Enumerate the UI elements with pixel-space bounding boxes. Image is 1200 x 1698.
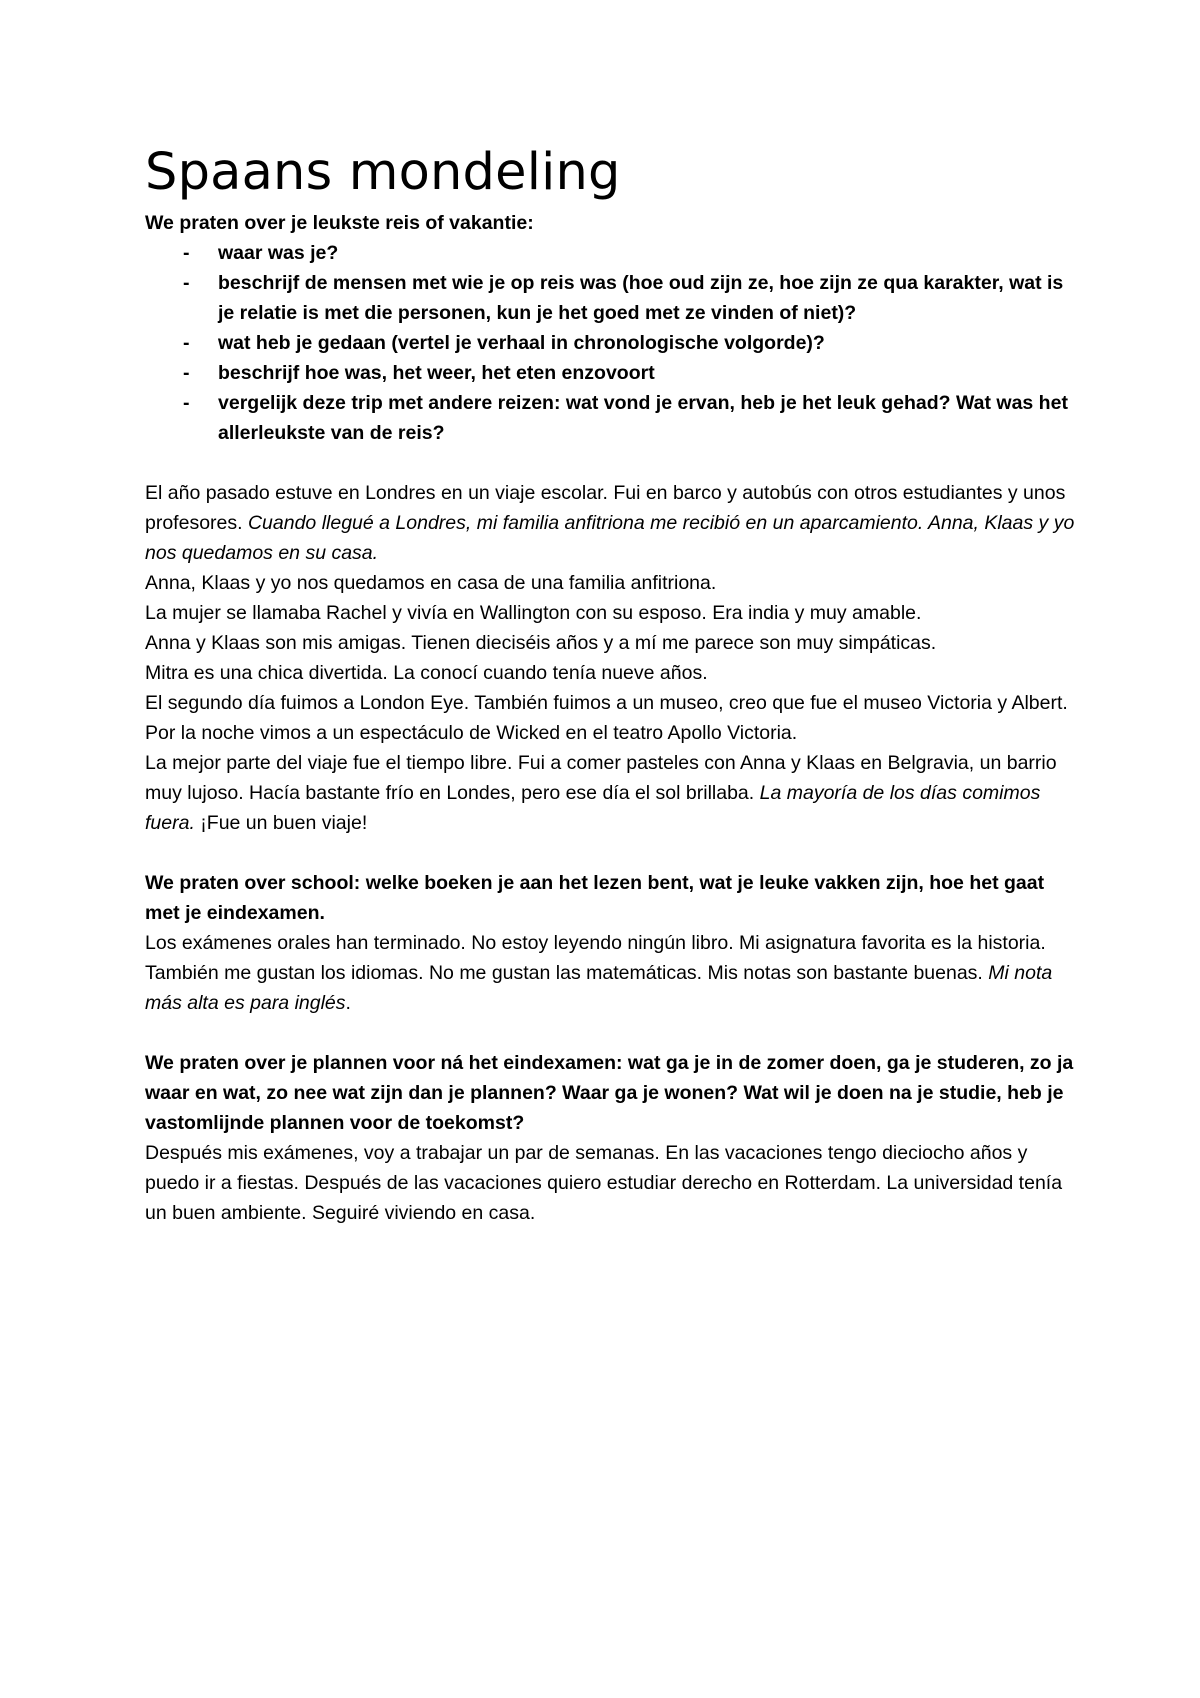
- answer-paragraph: La mujer se llamaba Rachel y vivía en Wallington con su esposo. Era india y muy amable.: [145, 602, 922, 624]
- dash-marker: -: [183, 272, 190, 294]
- answer-paragraph: Anna, Klaas y yo nos quedamos en casa de una familia anfitriona.: [145, 572, 717, 594]
- list-item: - wat heb je gedaan (vertel je verhaal in chronologische volgorde)?: [145, 328, 1075, 358]
- answer-paragraph: Los exámenes orales han terminado. No estoy leyendo ningún libro. Mi asignatura favorita es la historia. También me gustan los idiomas. No me gustan las matemáticas. Mis notas son bastante buenas. Mi nota más alta es para inglés.: [145, 932, 1053, 1014]
- question-list: [145, 238, 1075, 448]
- list-item: - beschrijf hoe was, het weer, het eten enzovoort: [145, 358, 1075, 388]
- dash-marker: -: [183, 362, 190, 384]
- spacer: [145, 448, 1075, 478]
- answer-paragraph: Mitra es una chica divertida. La conocí cuando tenía nueve años.: [145, 662, 708, 684]
- dash-marker: -: [183, 332, 190, 354]
- question-plans: We praten over je plannen voor ná het eindexamen: wat ga je in de zomer doen, ga je studeren, zo ja waar en wat, zo nee wat zijn dan je plannen? Waar ga je wonen? Wat wil je doen na je studie, heb je vastomlijnde plannen voor de toekomst?: [145, 1052, 1074, 1134]
- spacer: [145, 1018, 1075, 1048]
- dash-marker: -: [183, 392, 190, 414]
- answer-paragraph: El segundo día fuimos a London Eye. También fuimos a un museo, creo que fue el museo Victoria y Albert. Por la noche vimos a un espectáculo de Wicked en el teatro Apollo Victoria.: [145, 692, 1068, 744]
- question-travel: We praten over je leukste reis of vakantie:: [145, 212, 534, 234]
- list-item: - beschrijf de mensen met wie je op reis was (hoe oud zijn ze, hoe zijn ze qua karakter, wat is je relatie is met die personen, kun je het goed met ze vinden of niet)?: [145, 268, 1075, 328]
- document-page: [145, 140, 1075, 1228]
- spacer: [145, 838, 1075, 868]
- answer-paragraph: El año pasado estuve en Londres en un viaje escolar. Fui en barco y autobús con otros estudiantes y unos profesores. Cuando llegué a Londres, mi familia anfitriona me recibió en un aparcamiento. Anna, Klaas y yo nos quedamos en su casa.: [145, 482, 1075, 564]
- question-school: We praten over school: welke boeken je aan het lezen bent, wat je leuke vakken zijn, hoe het gaat met je eindexamen.: [145, 872, 1045, 924]
- page-title: Spaans mondeling: [145, 143, 621, 202]
- answer-paragraph: Después mis exámenes, voy a trabajar un par de semanas. En las vacaciones tengo dieciocho años y puedo ir a fiestas. Después de las vacaciones quiero estudiar derecho en Rotterdam. La universidad tenía un buen ambiente. Seguiré viviendo en casa.: [145, 1142, 1063, 1224]
- answer-paragraph: La mejor parte del viaje fue el tiempo libre. Fui a comer pasteles con Anna y Klaas en Belgravia, un barrio muy lujoso. Hacía bastante frío en Londes, pero ese día el sol brillaba. La mayoría de los días comimos fuera. ¡Fue un buen viaje!: [145, 752, 1057, 834]
- answer-paragraph: Anna y Klaas son mis amigas. Tienen dieciséis años y a mí me parece son muy simpáticas.: [145, 632, 937, 654]
- list-item: - waar was je?: [145, 238, 1075, 268]
- dash-marker: -: [183, 242, 190, 264]
- list-item: - vergelijk deze trip met andere reizen: wat vond je ervan, heb je het leuk gehad? Wat was het allerleukste van de reis?: [145, 388, 1075, 448]
